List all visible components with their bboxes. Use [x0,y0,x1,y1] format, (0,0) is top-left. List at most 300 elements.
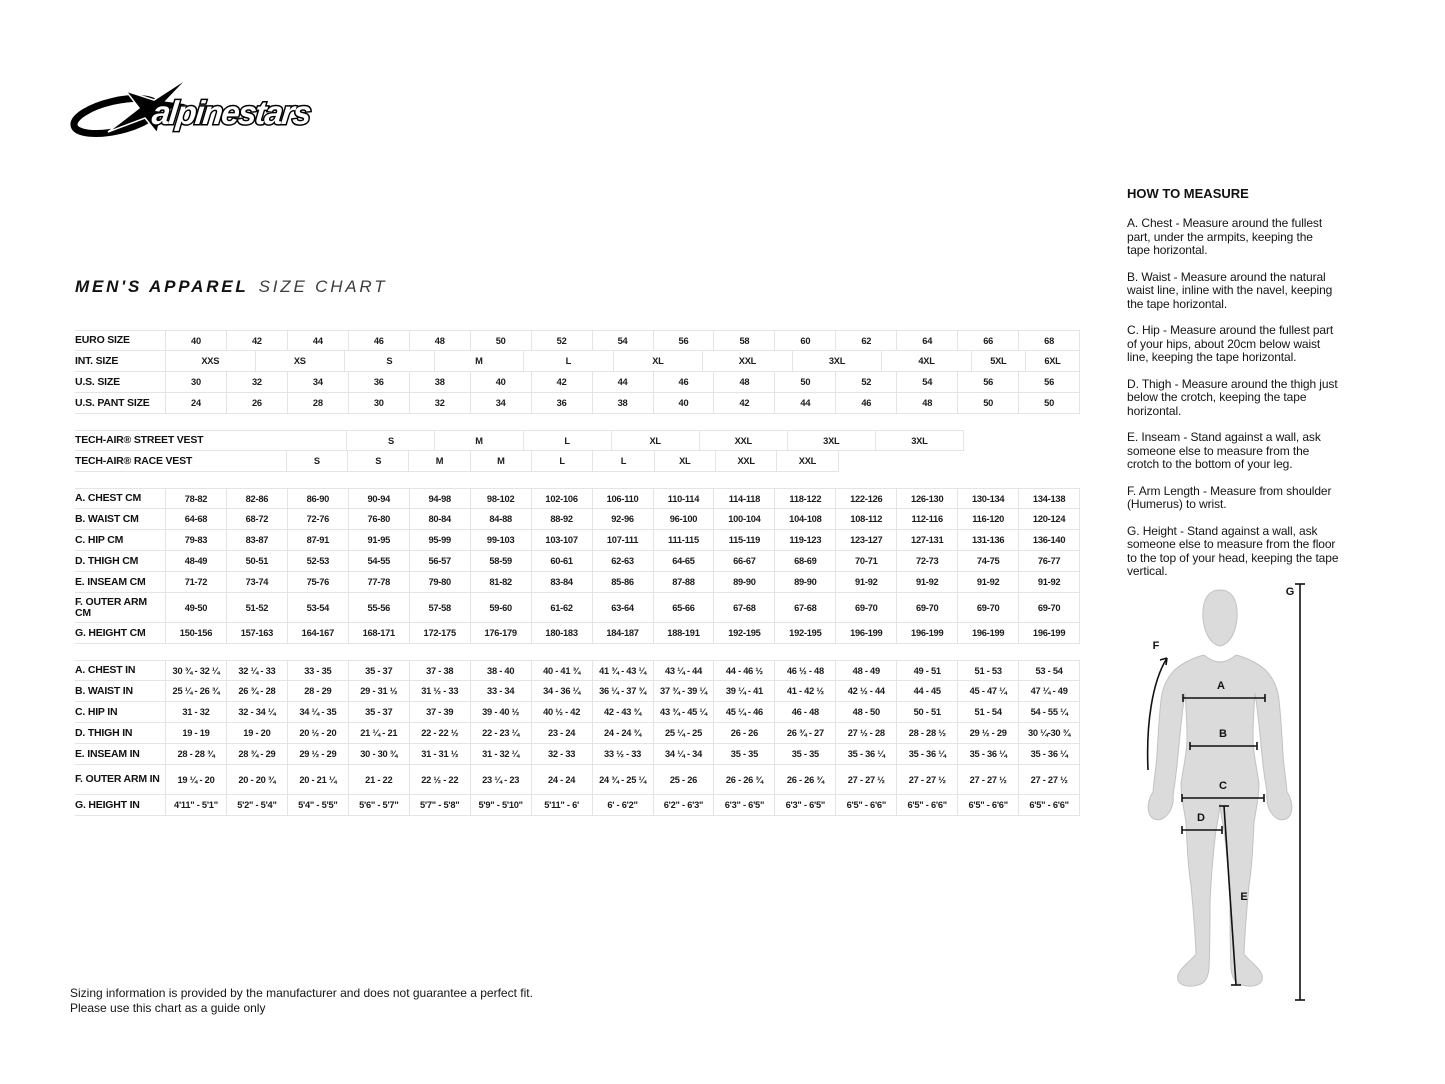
measure-instruction-waist: B. Waist - Measure around the natural waist line, inline with the navel, keeping the tape horizontal. [1127,269,1333,311]
table-cell: 33 ½ - 33 [593,744,654,765]
table-cell: 37 - 38 [410,660,471,681]
table-row [75,551,1080,572]
row-label: TECH-AIR® STREET VEST [75,430,165,451]
table-cell: 31 ½ - 33 [410,681,471,702]
table-cell [165,430,347,451]
table-cell: 45 - 47 ¼ [958,681,1019,702]
table-row [75,393,1080,414]
row-label: D. THIGH IN [75,723,165,744]
table-cell: 80-84 [410,509,471,530]
row-label: A. CHEST IN [75,660,165,681]
table-cell: 51-52 [227,593,288,623]
table-row [75,530,1080,551]
table-cell: 69-70 [836,593,897,623]
size-table [75,330,1080,816]
table-cell: L [524,430,612,451]
table-cell: 91-92 [1019,572,1080,593]
table-cell: 84-88 [471,509,532,530]
table-cell: 52 [836,372,897,393]
table-cell: 134-138 [1019,488,1080,509]
table-cell: S [347,430,435,451]
table-cell: 35 - 37 [349,660,410,681]
table-cell: 180-183 [532,623,593,644]
table-cell: 31 - 32 ¼ [471,744,532,765]
table-cell: 28 - 28 ¾ [165,744,227,765]
table-cell: 64 [897,330,958,351]
table-cell: 110-114 [654,488,715,509]
table-cell: 48 [410,330,471,351]
table-cell: 3XL [876,430,964,451]
table-cell: 5'2" - 5'4" [227,795,288,816]
table-cell: 131-136 [958,530,1019,551]
table-cell: 86-90 [288,488,349,509]
table-cell: 127-131 [897,530,958,551]
table-cell: 77-78 [349,572,410,593]
table-row [75,351,1080,372]
table-cell: 52 [532,330,593,351]
table-cell: 50 [471,330,532,351]
table-cell: 62-63 [593,551,654,572]
table-row [75,488,1080,509]
table-cell: 24 - 24 [532,765,593,795]
how-to-measure-section [1127,186,1339,592]
table-row [75,572,1080,593]
table-cell: S [287,451,348,472]
table-cell: 40 [654,393,715,414]
table-cell: M [471,451,532,472]
table-cell: 150-156 [165,623,227,644]
table-row [75,702,1080,723]
table-cell: 111-115 [654,530,715,551]
table-cell: 50-51 [227,551,288,572]
table-cell: 50 [958,393,1019,414]
table-cell [839,451,1080,472]
table-cell: 44 - 45 [897,681,958,702]
table-row [75,765,1080,795]
table-cell: 63-64 [593,593,654,623]
table-cell: 6' - 6'2" [593,795,654,816]
table-cell: 57-58 [410,593,471,623]
page-title-main: MEN'S APPAREL [75,277,249,296]
row-label: G. HEIGHT CM [75,623,165,644]
table-cell: 19 - 19 [165,723,227,744]
table-cell: 34 - 36 ¼ [532,681,593,702]
table-cell: 104-108 [775,509,836,530]
table-cell: 90-94 [349,488,410,509]
table-gap [75,472,1080,488]
table-cell: XL [612,430,700,451]
table-cell: 44 [593,372,654,393]
row-label: U.S. SIZE [75,372,165,393]
table-cell: 25 ¼ - 25 [654,723,715,744]
table-cell: 32 [410,393,471,414]
table-cell: 112-116 [897,509,958,530]
table-cell: 24 [165,393,227,414]
table-cell: 19 ¼ - 20 [165,765,227,795]
table-cell: 35 - 35 [714,744,775,765]
table-cell: 54 - 55 ¼ [1019,702,1080,723]
table-cell: 34 [288,372,349,393]
table-cell: 103-107 [532,530,593,551]
table-row [75,681,1080,702]
table-cell: 85-86 [593,572,654,593]
table-cell: 35 - 36 ¼ [1019,744,1080,765]
table-cell: 176-179 [471,623,532,644]
table-cell: 69-70 [897,593,958,623]
table-row [75,451,1080,472]
table-cell: 26 - 26 ¾ [714,765,775,795]
table-cell: 20 - 20 ¾ [227,765,288,795]
table-cell: 44 [775,393,836,414]
table-cell: XXL [716,451,777,472]
table-cell: 27 - 27 ½ [958,765,1019,795]
table-cell: 35 - 35 [775,744,836,765]
table-cell: 26 - 26 [714,723,775,744]
table-cell: 58 [714,330,775,351]
table-cell: M [409,451,470,472]
table-row [75,623,1080,644]
table-cell: 55-56 [349,593,410,623]
table-cell: 29 ½ - 29 [288,744,349,765]
table-cell: 5'11" - 6' [532,795,593,816]
table-cell: 41 - 42 ½ [775,681,836,702]
table-cell: 42 - 43 ¾ [593,702,654,723]
table-cell: 53-54 [288,593,349,623]
table-cell: 108-112 [836,509,897,530]
table-cell: 40 ½ - 42 [532,702,593,723]
table-cell: 30 [349,393,410,414]
table-cell: 51 - 53 [958,660,1019,681]
row-label: A. CHEST CM [75,488,165,509]
table-cell: 91-92 [836,572,897,593]
table-cell: 192-195 [714,623,775,644]
measure-instruction-hip: C. Hip - Measure around the fullest part of your hips, about 20cm below waist line, keeping the tape horizontal. [1127,323,1334,364]
silhouette-body [1148,655,1292,986]
table-row [75,430,1080,451]
page-title [75,277,387,297]
table-cell: 51 - 54 [958,702,1019,723]
alpinestars-logo [70,76,350,140]
table-cell: 24 ¾ - 25 ¼ [593,765,654,795]
table-cell: 91-92 [897,572,958,593]
table-cell: 92-96 [593,509,654,530]
silhouette-head [1203,590,1237,646]
table-cell: 76-80 [349,509,410,530]
table-cell: 44 [288,330,349,351]
table-cell: 35 - 37 [349,702,410,723]
table-cell: 91-92 [958,572,1019,593]
table-cell: 40 - 41 ¾ [532,660,593,681]
row-label: B. WAIST IN [75,681,165,702]
table-cell: 35 - 36 ¼ [836,744,897,765]
table-cell: 89-90 [775,572,836,593]
table-cell: 39 - 40 ½ [471,702,532,723]
table-cell: 196-199 [958,623,1019,644]
table-cell: 49-50 [165,593,227,623]
table-cell: 27 - 27 ½ [897,765,958,795]
row-label: F. OUTER ARM IN [75,765,165,795]
row-label: G. HEIGHT IN [75,795,165,816]
table-cell: 19 - 20 [227,723,288,744]
row-label: C. HIP CM [75,530,165,551]
row-label: EURO SIZE [75,330,165,351]
table-cell: 40 [165,330,227,351]
table-cell: 28 - 28 ½ [897,723,958,744]
table-cell: 26 ¾ - 27 [775,723,836,744]
table-cell: 30 [165,372,227,393]
figure-label-b: B [1219,728,1227,740]
table-cell: 5XL [972,351,1026,372]
table-cell: 4'11" - 5'1" [165,795,227,816]
table-cell: 99-103 [471,530,532,551]
table-cell: 27 - 27 ½ [836,765,897,795]
table-cell: 83-87 [227,530,288,551]
table-cell: 83-84 [532,572,593,593]
table-cell: 46 [836,393,897,414]
table-row [75,593,1080,623]
table-cell: 33 - 35 [288,660,349,681]
table-cell: 70-71 [836,551,897,572]
table-cell: 23 ¼ - 23 [471,765,532,795]
table-cell: 6'5" - 6'6" [836,795,897,816]
table-cell: 6XL [1026,351,1080,372]
table-cell: 36 [532,393,593,414]
table-cell: 34 ¼ - 34 [654,744,715,765]
table-cell: 37 ¾ - 39 ¼ [654,681,715,702]
table-cell: 67-68 [775,593,836,623]
table-cell: 56 [1019,372,1080,393]
table-cell [165,451,287,472]
table-cell: 68 [1019,330,1080,351]
disclaimer-line-1: Sizing information is provided by the manufacturer and does not guarantee a perfect fit. [70,986,533,1000]
table-cell: 196-199 [897,623,958,644]
table-cell: 75-76 [288,572,349,593]
table-cell: 45 ¼ - 46 [714,702,775,723]
table-cell: 71-72 [165,572,227,593]
table-cell: 54 [897,372,958,393]
table-cell: 56 [654,330,715,351]
figure-label-a: A [1217,680,1225,692]
table-cell: 72-73 [897,551,958,572]
table-cell: 87-91 [288,530,349,551]
table-cell: 28 [288,393,349,414]
table-cell: 88-92 [532,509,593,530]
table-cell: 114-118 [714,488,775,509]
table-cell: 35 - 36 ¼ [958,744,1019,765]
table-row [75,372,1080,393]
table-cell: 39 ¼ - 41 [714,681,775,702]
table-cell: 89-90 [714,572,775,593]
table-row [75,723,1080,744]
table-cell: 42 [714,393,775,414]
table-cell: 46 [654,372,715,393]
table-cell: 118-122 [775,488,836,509]
table-cell: 5'6" - 5'7" [349,795,410,816]
table-cell: 29 ½ - 29 [958,723,1019,744]
table-cell: 122-126 [836,488,897,509]
row-label: E. INSEAM CM [75,572,165,593]
table-cell: 48 [897,393,958,414]
table-cell: 66-67 [714,551,775,572]
table-cell: XS [256,351,346,372]
table-cell: 60-61 [532,551,593,572]
table-cell: 22 - 22 ½ [410,723,471,744]
table-cell: S [348,451,409,472]
table-cell: 31 - 32 [165,702,227,723]
table-cell: 27 - 27 ½ [1019,765,1080,795]
figure-label-e: E [1240,891,1248,903]
row-label: F. OUTER ARM CM [75,593,165,623]
table-cell: 28 - 29 [288,681,349,702]
table-cell: 82-86 [227,488,288,509]
table-cell: 6'5" - 6'6" [1019,795,1080,816]
table-cell: 65-66 [654,593,715,623]
row-label: TECH-AIR® RACE VEST [75,451,165,472]
table-cell: 172-175 [410,623,471,644]
table-cell: M [435,351,525,372]
table-cell: 6'3" - 6'5" [714,795,775,816]
table-cell: 130-134 [958,488,1019,509]
row-label: E. INSEAM IN [75,744,165,765]
table-cell: 49 - 51 [897,660,958,681]
table-cell: 196-199 [1019,623,1080,644]
table-cell: 38 [593,393,654,414]
table-cell: 47 ¼ - 49 [1019,681,1080,702]
table-cell: 116-120 [958,509,1019,530]
measure-instruction-arm: F. Arm Length - Measure from shoulder (Humerus) to wrist. [1127,483,1332,511]
table-cell: 67-68 [714,593,775,623]
table-cell: 4XL [882,351,972,372]
table-gap [75,414,1080,430]
table-cell: 87-88 [654,572,715,593]
figure-label-f: F [1152,640,1160,652]
table-cell: 26 ¾ - 28 [227,681,288,702]
how-to-measure-heading: HOW TO MEASURE [1127,186,1249,201]
table-cell: 64-65 [654,551,715,572]
measure-instruction-thigh: D. Thigh - Measure around the thigh just below the crotch, keeping the tape horizontal. [1127,376,1338,418]
table-cell: 64-68 [165,509,227,530]
table-cell: 50 [775,372,836,393]
table-cell: 54 [593,330,654,351]
table-cell: M [435,430,523,451]
measure-instruction-height: G. Height - Stand against a wall, ask someone else to measure from the floor to the top of your head, keeping the tape vertical. [1127,523,1339,578]
table-cell: 106-110 [593,488,654,509]
table-cell: 6'5" - 6'6" [958,795,1019,816]
table-cell: 44 - 46 ½ [714,660,775,681]
measure-instruction-chest: A. Chest - Measure around the fullest part, under the armpits, keeping the tape horizontal. [1127,216,1323,257]
table-cell: 96-100 [654,509,715,530]
table-cell: 32 ¼ - 33 [227,660,288,681]
table-cell: 72-76 [288,509,349,530]
table-cell: XXL [700,430,788,451]
table-cell: 66 [958,330,1019,351]
table-row [75,795,1080,816]
table-cell: 76-77 [1019,551,1080,572]
table-cell: 94-98 [410,488,471,509]
table-cell: 42 [227,330,288,351]
table-cell: 30 ¼-30 ¾ [1019,723,1080,744]
table-cell: 48 - 50 [836,702,897,723]
table-cell: 192-195 [775,623,836,644]
table-cell: 5'7" - 5'8" [410,795,471,816]
table-cell: XXL [703,351,793,372]
table-cell: 27 ½ - 28 [836,723,897,744]
table-cell: 36 ¼ - 37 ¾ [593,681,654,702]
row-label: C. HIP IN [75,702,165,723]
table-cell: 102-106 [532,488,593,509]
table-cell: 24 - 24 ¾ [593,723,654,744]
row-label: INT. SIZE [75,351,165,372]
table-cell: 68-72 [227,509,288,530]
table-cell: 61-62 [532,593,593,623]
table-cell: 100-104 [714,509,775,530]
table-cell: 48 - 49 [836,660,897,681]
table-cell: 35 - 36 ¼ [897,744,958,765]
table-cell: 5'4" - 5'5" [288,795,349,816]
table-cell: 21 ¼ - 21 [349,723,410,744]
table-cell: 126-130 [897,488,958,509]
table-cell: 38 - 40 [471,660,532,681]
figure-label-c: C [1219,780,1227,792]
height-measure-line [1295,584,1305,1000]
table-cell: 43 ¾ - 45 ¼ [654,702,715,723]
table-cell: 32 - 33 [532,744,593,765]
table-cell: 52-53 [288,551,349,572]
table-cell: 37 - 39 [410,702,471,723]
table-cell: 42 ½ - 44 [836,681,897,702]
table-cell: 98-102 [471,488,532,509]
table-cell: 69-70 [958,593,1019,623]
table-cell: 20 - 21 ¼ [288,765,349,795]
table-cell: 30 - 30 ¾ [349,744,410,765]
table-cell: 46 [349,330,410,351]
table-cell: XL [614,351,704,372]
table-cell: 26 - 26 ¾ [775,765,836,795]
table-cell: 115-119 [714,530,775,551]
table-cell: 56-57 [410,551,471,572]
table-cell: 120-124 [1019,509,1080,530]
table-cell: 78-82 [165,488,227,509]
table-cell: 53 - 54 [1019,660,1080,681]
table-cell: 60 [775,330,836,351]
row-label: D. THIGH CM [75,551,165,572]
table-cell: 50 [1019,393,1080,414]
disclaimer [70,986,533,1016]
table-cell: 6'3" - 6'5" [775,795,836,816]
table-cell: 56 [958,372,1019,393]
table-cell: 119-123 [775,530,836,551]
table-cell: 73-74 [227,572,288,593]
disclaimer-line-2: Please use this chart as a guide only [70,1001,266,1015]
table-cell: 31 - 31 ½ [410,744,471,765]
table-cell: L [524,351,614,372]
table-cell: 168-171 [349,623,410,644]
table-cell: 74-75 [958,551,1019,572]
table-cell: 50 - 51 [897,702,958,723]
table-cell: 36 [349,372,410,393]
table-cell: 3XL [788,430,876,451]
table-gap [75,644,1080,660]
table-cell: 123-127 [836,530,897,551]
table-cell: 28 ¾ - 29 [227,744,288,765]
table-row [75,744,1080,765]
table-cell: 184-187 [593,623,654,644]
table-cell: XXL [777,451,838,472]
table-cell: S [345,351,435,372]
table-cell: 62 [836,330,897,351]
figure-label-g: G [1285,586,1295,598]
measurement-figure [1140,570,1440,1030]
